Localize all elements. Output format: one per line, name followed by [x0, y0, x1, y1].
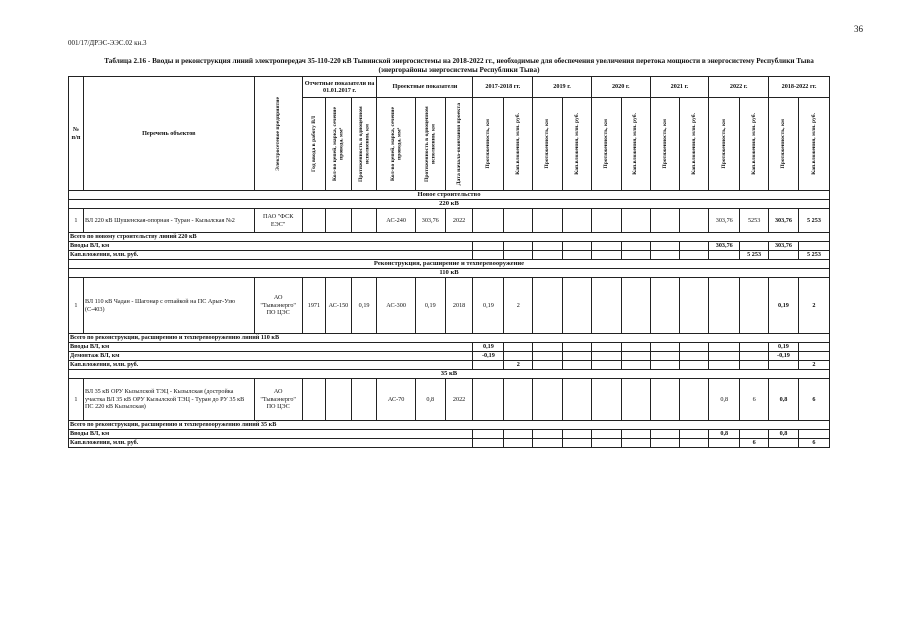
summary-cap-label: Кап.вложения, млн. руб.: [69, 251, 473, 260]
summary-row: [69, 352, 830, 361]
summary-dismantle-total: -0,19: [769, 352, 799, 361]
cell-empty: [680, 209, 709, 233]
cell-empty: [621, 242, 650, 251]
cell-empty: [680, 251, 709, 260]
cell-empty: [563, 209, 592, 233]
cell-empty: [591, 209, 621, 233]
section-35kv: 35 кВ: [69, 370, 830, 379]
header-cap-2021: Кап.вложения, млн. руб.: [691, 113, 698, 175]
cell-empty: [591, 251, 621, 260]
cell-empty: [473, 251, 504, 260]
cell-empty: [798, 343, 829, 352]
cell-empty: [680, 352, 709, 361]
cell-empty: [709, 251, 740, 260]
summary-inputs-label: Вводы ВЛ, км: [69, 430, 473, 439]
cell-empty: [650, 379, 680, 421]
header-year-total: 2018-2022 гг.: [769, 77, 830, 98]
cell-empty: [650, 361, 680, 370]
row-rep-mark: АС-150: [326, 278, 352, 334]
cell-empty: [533, 278, 563, 334]
header-num: № п/п: [69, 77, 84, 191]
hdr-cell: [473, 98, 504, 191]
summary-inputs-2022: 0,8: [709, 430, 740, 439]
cell-empty: [621, 251, 650, 260]
hdr-cell: [798, 98, 829, 191]
row-rep-mark: [326, 379, 352, 421]
header-proj-length: Протяженность в одноцепном исполнении, км: [423, 106, 437, 182]
summary-inputs-total: 0,19: [769, 343, 799, 352]
row-object-name: ВЛ 220 кВ Шушенская-опорная - Туран - Кызылская №2: [83, 209, 254, 233]
header-cap-2019: Кап.вложения, млн. руб.: [573, 113, 580, 175]
summary-dismantle-label: Демонтаж ВЛ, км: [69, 352, 473, 361]
row-proj-mark: АС-300: [377, 278, 415, 334]
section-row: [69, 260, 830, 269]
header-year-2017-2018: 2017-2018 гг.: [473, 77, 533, 98]
row-proj-length: 303,76: [415, 209, 445, 233]
cell-empty: [563, 343, 592, 352]
cell-empty: [591, 242, 621, 251]
cell-empty: [591, 343, 621, 352]
cell-empty: [563, 379, 592, 421]
summary-row: [69, 343, 830, 352]
cell-empty: [650, 430, 680, 439]
row-proj-mark: АС-240: [377, 209, 415, 233]
row-object-name: ВЛ 35 кВ ОРУ Кызылской ТЭЦ - Кызылская (достройка участка ВЛ 35 кВ ОРУ Кызылской ТЭЦ - Туран до РУ 35 кВ ПС 220 кВ Кызылская): [83, 379, 254, 421]
summary-row: [69, 439, 830, 448]
header-rep-length: Протяженность в одноцепном исполнении, км: [357, 106, 371, 182]
row-enterprise: ПАО "ФСК ЕЭС": [254, 209, 302, 233]
cell-empty: [533, 361, 563, 370]
summary-35-title: Всего по реконструкции, расширению и техперевооружению линий 35 кВ: [69, 421, 830, 430]
header-proj-date: Дата начала-окончания проекта: [455, 102, 462, 186]
row-rep-year: [302, 209, 325, 233]
cell-empty: [591, 439, 621, 448]
row-len-2022: 0,8: [709, 379, 740, 421]
row-cap-total: 6: [798, 379, 829, 421]
summary-inputs-2017-2018: 0,19: [473, 343, 504, 352]
header-rep-year: Год ввода в работу ВЛ: [310, 116, 317, 172]
row-proj-date: 2022: [445, 209, 473, 233]
cell-empty: [740, 430, 769, 439]
header-len-total: Протяженность, км: [780, 119, 787, 169]
cell-empty: [504, 439, 533, 448]
cell-empty: [563, 251, 592, 260]
cell-empty: [533, 242, 563, 251]
cell-empty: [533, 352, 563, 361]
cell-empty: [680, 379, 709, 421]
cell-empty: [473, 209, 504, 233]
cell-empty: [621, 361, 650, 370]
cell-empty: [473, 430, 504, 439]
summary-title-row: [69, 334, 830, 343]
cell-empty: [504, 343, 533, 352]
cell-empty: [650, 439, 680, 448]
cell-empty: [473, 242, 504, 251]
row-cap-2022: 6: [740, 379, 769, 421]
cell-empty: [769, 361, 799, 370]
hdr-cell: [740, 98, 769, 191]
cell-empty: [533, 430, 563, 439]
cell-empty: [563, 352, 592, 361]
cell-empty: [563, 361, 592, 370]
header-objects: Перечень объектов: [83, 77, 254, 191]
header-project-group: Проектные показатели: [377, 77, 473, 98]
hdr-cell: [563, 98, 592, 191]
row-proj-mark: АС-70: [377, 379, 415, 421]
cell-empty: [591, 430, 621, 439]
cell-empty: [798, 352, 829, 361]
row-proj-length: 0,19: [415, 278, 445, 334]
row-proj-length: 0,8: [415, 379, 445, 421]
header-len-2017-2018: Протяженность, км: [485, 119, 492, 169]
summary-cap-label: Кап.вложения, млн. руб.: [69, 439, 473, 448]
summary-title-row: [69, 421, 830, 430]
cell-empty: [504, 242, 533, 251]
cell-empty: [473, 439, 504, 448]
header-cap-2022: Кап.вложения, млн. руб.: [750, 113, 757, 175]
header-len-2020: Протяженность, км: [603, 119, 610, 169]
section-110kv: 110 кВ: [69, 269, 830, 278]
cell-empty: [591, 278, 621, 334]
cell-empty: [473, 361, 504, 370]
cell-empty: [533, 343, 563, 352]
row-rep-length: [351, 209, 377, 233]
cell-empty: [709, 439, 740, 448]
cell-empty: [533, 439, 563, 448]
section-row: [69, 200, 830, 209]
cell-empty: [650, 242, 680, 251]
section-reconstruction: Реконструкция, расширение и техперевооружение: [69, 260, 830, 269]
row-rep-year: [302, 379, 325, 421]
cell-empty: [650, 251, 680, 260]
hdr-cell: [302, 98, 325, 191]
row-cap-total: 2: [798, 278, 829, 334]
cell-empty: [650, 209, 680, 233]
cell-empty: [504, 379, 533, 421]
row-len-total: 0,19: [769, 278, 799, 334]
table-row: [69, 209, 830, 233]
summary-inputs-label: Вводы ВЛ, км: [69, 343, 473, 352]
row-rep-mark: [326, 209, 352, 233]
row-cap-total: 5 253: [798, 209, 829, 233]
hdr-cell: [351, 98, 377, 191]
cell-empty: [680, 278, 709, 334]
row-cap-2017-2018: 2: [504, 278, 533, 334]
cell-empty: [650, 352, 680, 361]
header-year-2020: 2020 г.: [591, 77, 650, 98]
header-cap-2017-2018: Кап.вложения, млн. руб.: [515, 113, 522, 175]
cell-empty: [709, 343, 740, 352]
cell-empty: [680, 439, 709, 448]
hdr-cell: [445, 98, 473, 191]
cell-empty: [650, 278, 680, 334]
row-rep-length: 0,19: [351, 278, 377, 334]
cell-empty: [798, 242, 829, 251]
data-table: [68, 76, 830, 448]
row-num: 1: [69, 209, 84, 233]
row-object-name: ВЛ 110 кВ Чадан - Шагонар с отпайкой на ПС Арыг-Узю (С-403): [83, 278, 254, 334]
cell-empty: [680, 430, 709, 439]
cell-empty: [621, 439, 650, 448]
cell-empty: [740, 343, 769, 352]
cell-empty: [504, 251, 533, 260]
summary-cap-total: 6: [798, 439, 829, 448]
cell-empty: [740, 242, 769, 251]
cell-empty: [621, 379, 650, 421]
cell-empty: [740, 361, 769, 370]
cell-empty: [769, 439, 799, 448]
hdr-cell: [621, 98, 650, 191]
summary-row: [69, 361, 830, 370]
table-row: [69, 379, 830, 421]
cell-empty: [533, 209, 563, 233]
summary-110-title: Всего по реконструкции, расширению и техперевооружению линий 110 кВ: [69, 334, 830, 343]
cell-empty: [740, 278, 769, 334]
summary-inputs-total: 0,8: [769, 430, 799, 439]
header-cap-total: Кап.вложения, млн. руб.: [810, 113, 817, 175]
table-row: [69, 278, 830, 334]
row-proj-date: 2018: [445, 278, 473, 334]
row-num: 1: [69, 379, 84, 421]
summary-inputs-2022: 303,76: [709, 242, 740, 251]
row-num: 1: [69, 278, 84, 334]
summary-cap-2017-2018: 2: [504, 361, 533, 370]
row-len-2017-2018: 0,19: [473, 278, 504, 334]
row-rep-year: 1971: [302, 278, 325, 334]
cell-empty: [621, 278, 650, 334]
header-year-2019: 2019 г.: [533, 77, 592, 98]
cell-empty: [680, 242, 709, 251]
hdr-cell: [504, 98, 533, 191]
page-number: 36: [854, 24, 863, 34]
hdr-cell: [680, 98, 709, 191]
summary-cap-total: 2: [798, 361, 829, 370]
cell-empty: [563, 242, 592, 251]
row-enterprise: АО "Тываэнерго" ПО ЦЭС: [254, 278, 302, 334]
summary-inputs-label: Вводы ВЛ, км: [69, 242, 473, 251]
header-year-2022: 2022 г.: [709, 77, 769, 98]
row-proj-date: 2022: [445, 379, 473, 421]
header-len-2021: Протяженность, км: [661, 119, 668, 169]
header-year-2021: 2021 г.: [650, 77, 709, 98]
row-len-total: 303,76: [769, 209, 799, 233]
cell-empty: [563, 439, 592, 448]
cell-empty: [473, 379, 504, 421]
hdr-cell: [650, 98, 680, 191]
row-len-total: 0,8: [769, 379, 799, 421]
section-220kv: 220 кВ: [69, 200, 830, 209]
cell-empty: [680, 343, 709, 352]
cell-empty: [709, 361, 740, 370]
summary-row: [69, 430, 830, 439]
header-reported-group: Отчетные показатели на 01.01.2017 г.: [302, 77, 377, 98]
cell-empty: [709, 278, 740, 334]
summary-row: [69, 242, 830, 251]
hdr-cell: [415, 98, 445, 191]
summary-cap-label: Кап.вложения, млн. руб.: [69, 361, 473, 370]
header-row-1: [69, 77, 830, 98]
header-cap-2020: Кап.вложения, млн. руб.: [632, 113, 639, 175]
summary-cap-total: 5 253: [798, 251, 829, 260]
cell-empty: [563, 278, 592, 334]
section-new-construction: Новое строительство: [69, 191, 830, 200]
cell-empty: [621, 430, 650, 439]
row-cap-2022: 5253: [740, 209, 769, 233]
section-row: [69, 269, 830, 278]
hdr-cell: [591, 98, 621, 191]
header-proj-mark: Кол-во цепей, марка, сечение провода, мм²: [389, 107, 403, 181]
cell-empty: [621, 209, 650, 233]
row-enterprise: АО "Тываэнерго" ПО ЦЭС: [254, 379, 302, 421]
hdr-cell: [326, 98, 352, 191]
cell-empty: [650, 343, 680, 352]
header-rep-mark: Кол-во цепей, марка, сечение провода, мм²: [331, 107, 345, 181]
cell-empty: [798, 430, 829, 439]
table-title: Таблица 2.16 - Вводы и реконструкция линий электропередач 35-110-220 кВ Тывинской энергосистемы на 2018-2022 гг., необходимые для обеспечения увеличения перетока мощности в энергосистему Республики Тыва (энергорайоны энергосистемы Республики Тыва): [104, 57, 814, 74]
cell-empty: [504, 352, 533, 361]
section-row: [69, 370, 830, 379]
cell-empty: [621, 343, 650, 352]
cell-empty: [533, 251, 563, 260]
hdr-cell: [769, 98, 799, 191]
cell-empty: [504, 209, 533, 233]
summary-220-title: Всего по новому строительству линий 220 кВ: [69, 233, 830, 242]
row-len-2022: 303,76: [709, 209, 740, 233]
header-len-2022: Протяженность, км: [721, 119, 727, 169]
summary-inputs-total: 303,76: [769, 242, 799, 251]
hdr-cell: [377, 98, 415, 191]
summary-title-row: [69, 233, 830, 242]
header-enterprise-cell: [254, 77, 302, 191]
cell-empty: [533, 379, 563, 421]
cell-empty: [591, 361, 621, 370]
cell-empty: [709, 352, 740, 361]
cell-empty: [591, 352, 621, 361]
row-rep-length: [351, 379, 377, 421]
cell-empty: [680, 361, 709, 370]
summary-row: [69, 251, 830, 260]
cell-empty: [740, 352, 769, 361]
cell-empty: [769, 251, 799, 260]
header-len-2019: Протяженность, км: [544, 119, 551, 169]
section-row: [69, 191, 830, 200]
summary-dismantle-2017-2018: -0,19: [473, 352, 504, 361]
hdr-cell: [533, 98, 563, 191]
cell-empty: [563, 430, 592, 439]
cell-empty: [504, 430, 533, 439]
document-reference: 001/17/ДРЭС-ЭЭС.02 кн.3: [68, 39, 147, 47]
summary-cap-2022: 5 253: [740, 251, 769, 260]
header-enterprise: Электросетевое предприятие: [274, 96, 281, 171]
summary-cap-2022: 6: [740, 439, 769, 448]
hdr-cell: [709, 98, 740, 191]
cell-empty: [621, 352, 650, 361]
cell-empty: [591, 379, 621, 421]
